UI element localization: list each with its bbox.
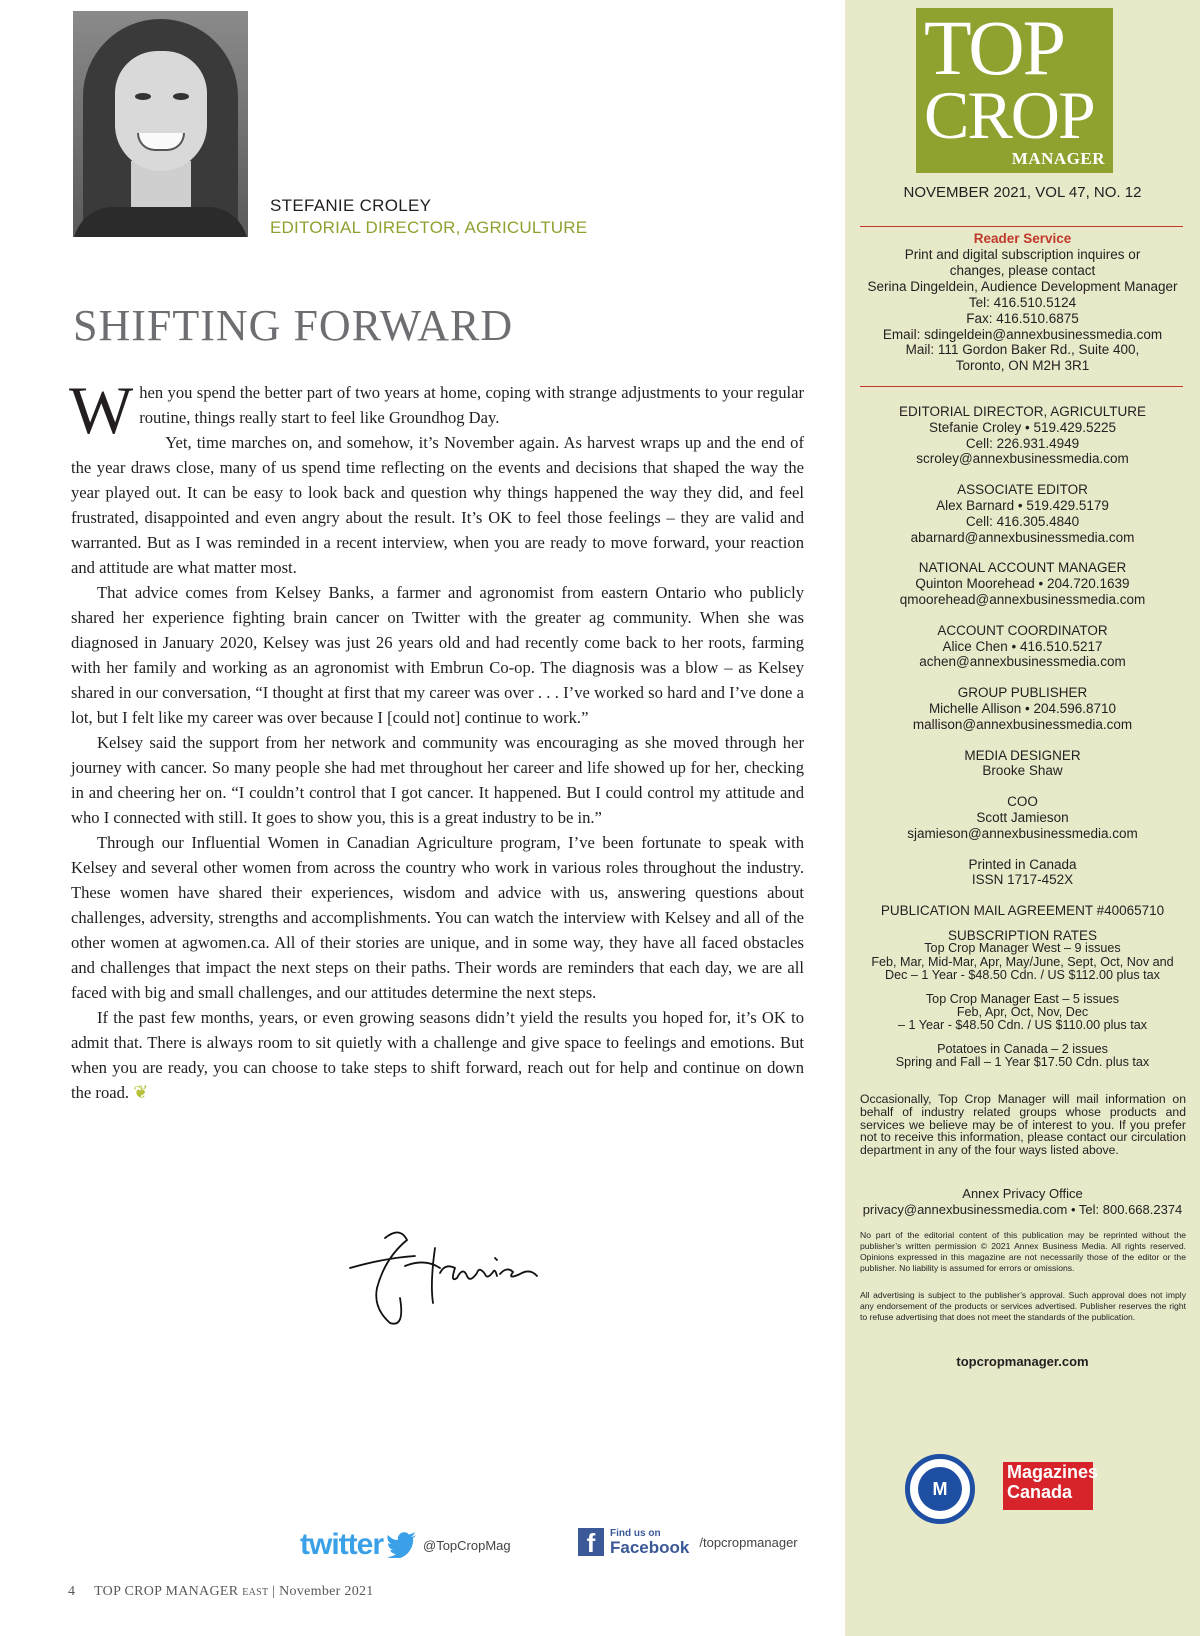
magazine-logo: TOP CROP MANAGER [916,8,1113,173]
twitter-social[interactable] [300,1528,511,1562]
advertising-notice: All advertising is subject to the publisher’s approval. Such approval does not imply any endorsement of the products or services advertised. Publisher reserves the right to refuse advertising that does not meet the standards of the publication. [860,1290,1186,1322]
staff-entry: COO Scott Jamieson sjamieson@annexbusinessmedia.com [907,794,1138,841]
facebook-find-label: Find us on [610,1527,661,1539]
mail-notice: Occasionally, Top Crop Manager will mail information on behalf of industry related groups whose products and services we believe may be of interest to you. If you prefer not to receive this information, please contact our circulation department in any of the four ways listed above. [860,1092,1186,1158]
leaf-end-icon: ❦ [133,1082,149,1102]
legal-notice: No part of the editorial content of this publication may be reprinted without the publisher’s written permission © 2021 Annex Business Media. All rights reserved. Opinions expressed in this magazine are not necessarily those of the editor or the publisher. No liability is assumed for errors or omissions. [860,1230,1186,1273]
masthead-sidebar [845,0,1200,1636]
drop-cap: W [69,372,134,448]
author-photo [73,11,248,237]
website-link[interactable]: topcropmanager.com [956,1354,1089,1369]
article-paragraph: If the past few months, years, or even growing seasons didn’t yield the results you hoped for, it’s OK to admit that. There is always room to sit quietly with a challenge and give space to feelings and emotions. But when you are ready, you can choose to take steps to shift forward, reach out for help and continue on down the road. ❦ [71,1008,804,1102]
facebook-handle: /topcropmanager [699,1534,798,1550]
staff-directory [845,404,1200,1070]
privacy-office: Annex Privacy Office privacy@annexbusinessmedia.com • Tel: 800.668.2374 [862,1186,1183,1217]
staff-entry: EDITORIAL DIRECTOR, AGRICULTURE Stefanie Croley • 519.429.5225 Cell: 226.931.4949 scroley@annexbusinessmedia.com [898,404,1147,467]
facebook-icon: f [578,1528,604,1556]
author-title: EDITORIAL DIRECTOR, AGRICULTURE [270,218,588,237]
page-footer [68,1584,374,1600]
twitter-handle: @TopCropMag [423,1537,511,1553]
staff-entry: GROUP PUBLISHER Michelle Allison • 204.596.8710 mallison@annexbusinessmedia.com [912,685,1133,732]
magazine-edition: EAST [242,1587,269,1598]
staff-entry: MEDIA DESIGNER Brooke Shaw [964,747,1081,779]
page-title: SHIFTING FORWARD [73,301,514,350]
article-paragraph: Through our Influential Women in Canadian Agriculture program, I’ve been fortunate to speak with Kelsey and several other women from across the country who work in various roles throughout the industry. These women have shared their experiences, wisdom and advice with us, answering questions about challenges, adversity, strengths and accomplishments. You can watch the interview with Kelsey and all of the other women at agwomen.ca. All of their stories are unique, and in some way, they have all faced obstacles and challenges that impact the next steps on their paths. Their words are reminders that each day, we are all faced with big and small challenges, and our attitudes determine the next steps. [71,833,804,1002]
reader-service-title: Reader Service [973,231,1072,246]
author-name: STEFANIE CROLEY [270,196,432,215]
article-paragraph: When you spend the better part of two years at home, coping with strange adjustments to your regular routine, things really start to feel like Groundhog Day. [69,372,804,448]
issue-info: NOVEMBER 2021, VOL 47, NO. 12 [903,184,1142,201]
author-signature [345,1228,565,1348]
divider [860,386,1183,387]
staff-entry: NATIONAL ACCOUNT MANAGER Quinton Moorehead • 204.720.1639 qmoorehead@annexbusinessmedia.com [899,560,1146,607]
reader-service-info: Print and digital subscription inquires or changes, please contact Serina Dingeldein, Audience Development Manager Tel: 416.510.5124 Fax: 416.510.6875 Email: sdingeldein@annexbusinessmedia.com Mail: 111 Gordon Baker Rd., Suite 400, Toronto, ON M2H 3R1 [867,247,1178,374]
staff-entry: ACCOUNT COORDINATOR Alice Chen • 416.510.5217 achen@annexbusinessmedia.com [919,622,1126,670]
divider [860,226,1183,227]
subscription-rates: SUBSCRIPTION RATES Top Crop Manager West – 9 issues Feb, Mar, Mid-Mar, Apr, May/June, Sept, Oct, Nov and Dec – 1 Year - $48.50 Cdn. / US $112.00 plus tax Top Crop Manager East – 5 issues Feb, Apr, Oct, Nov, Dec – 1 Year - $48.50 Cdn. / US $110.00 plus tax Potatoes in Canada – 2 issues Spring and Fall – 1 Year $17.50 Cdn. plus tax [871,927,1174,1070]
issue-date: | November 2021 [272,1584,374,1599]
twitter-bird-icon [387,1532,417,1558]
article-paragraph: Kelsey said the support from her network and community was encouraging as she moved through her journey with cancer. So many people she had met throughout her career and life showed up for her, checking in and cheering her on. “I couldn’t control that I got cancer. It happened. But I could control my attitude and who I connected with still. It goes to show you, this is a great industry to be in.” [71,733,804,827]
staff-entry: ASSOCIATE EDITOR Alex Barnard • 519.429.5179 Cell: 416.305.4840 abarnard@annexbusinessmedia.com [910,482,1135,545]
magazine-name: TOP CROP MANAGER [94,1584,239,1599]
facebook-social[interactable] [578,1528,798,1556]
facebook-wordmark: Facebook [610,1537,690,1557]
article-paragraph: Yet, time marches on, and somehow, it’s November again. As harvest wraps up and the end of the year draws close, many of us spend time reflecting on the events and decisions that shaped the way the year played out. It can be easy to look back and question why things happened the way they did, and feel frustrated, disappointed and even angry about the result. It’s OK to feel those feelings – they are valid and warranted. But as I was reminded in a recent interview, when you are ready to move forward, your reaction and attitude are what matter most. [71,433,804,577]
publication-mail-agreement: PUBLICATION MAIL AGREEMENT #40065710 [880,903,1165,919]
article-paragraph: That advice comes from Kelsey Banks, a farmer and agronomist from eastern Ontario who publicly shared her experience fighting brain cancer on Twitter with the greater ag community. When she was diagnosed in January 2020, Kelsey was just 26 years old and had recently come back to her roots, farming with her family and working as an agronomist with Embrun Co-op. The diagnosis was a blow – as Kelsey shared in our conversation, “I thought at first that my career was over . . . I’ve worked so hard and I’ve done a lot, but I felt like my career was over because I [could not] continue to work.” [71,583,804,727]
print-info: Printed in Canada ISSN 1717-452X [968,856,1077,888]
audit-bureau-seal-icon: M [905,1454,975,1524]
page-number: 4 [68,1584,76,1599]
twitter-wordmark: twitter [300,1528,383,1561]
magazines-canada-logo: Magazines Canada [1003,1462,1093,1510]
article-body [69,372,804,1105]
